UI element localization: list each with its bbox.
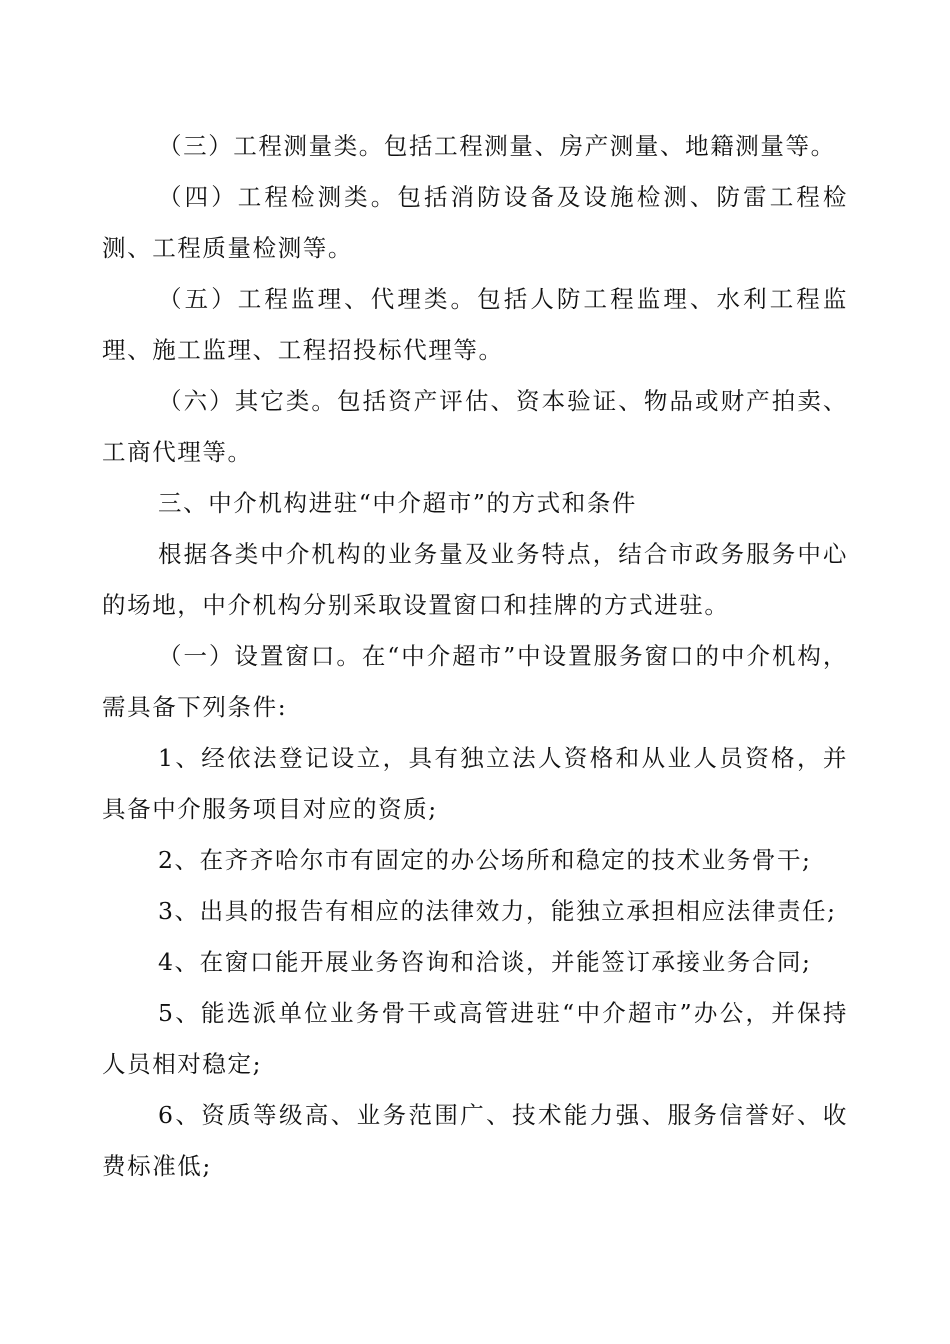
condition-item-1: 1、经依法登记设立，具有独立法人资格和从业人员资格，并具备中介服务项目对应的资质; [102, 744, 848, 823]
condition-item-3: 3、出具的报告有相应的法律效力，能独立承担相应法律责任; [158, 897, 837, 925]
condition-item-6: 6、资质等级高、业务范围广、技术能力强、服务信誉好、收费标准低; [102, 1101, 848, 1180]
paragraph-engineering-supervision: （五）工程监理、代理类。包括人防工程监理、水利工程监理、施工监理、工程招投标代理等。 [102, 285, 848, 364]
document-body [102, 121, 848, 1192]
paragraph-engineering-survey: （三）工程测量类。包括工程测量、房产测量、地籍测量等。 [158, 132, 836, 160]
condition-item-5: 5、能选派单位业务骨干或高管进驻“中介超市”办公，并保持人员相对稳定; [102, 999, 848, 1078]
paragraph-entry-methods: 根据各类中介机构的业务量及业务特点，结合市政务服务中心的场地，中介机构分别采取设置窗口和挂牌的方式进驻。 [102, 540, 848, 619]
condition-item-2: 2、在齐齐哈尔市有固定的办公场所和稳定的技术业务骨干; [158, 846, 812, 874]
paragraph-engineering-testing: （四）工程检测类。包括消防设备及设施检测、防雷工程检测、工程质量检测等。 [102, 183, 848, 262]
paragraph-other-services: （六）其它类。包括资产评估、资本验证、物品或财产拍卖、工商代理等。 [102, 387, 848, 466]
paragraph-window-setup: （一）设置窗口。在“中介超市”中设置服务窗口的中介机构，需具备下列条件: [102, 642, 848, 721]
section-heading: 三、中介机构进驻“中介超市”的方式和条件 [158, 489, 638, 517]
condition-item-4: 4、在窗口能开展业务咨询和洽谈，并能签订承接业务合同; [158, 948, 812, 976]
